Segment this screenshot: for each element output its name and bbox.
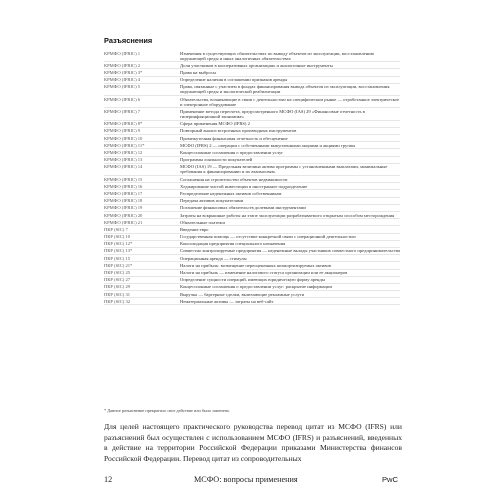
interpretation-code: ПКР (SIC) 12*	[104, 240, 180, 247]
interpretation-code: КРМФО (IFRIC) 13	[104, 156, 180, 163]
interpretation-code: КРМФО (IFRIC) 1	[104, 50, 180, 62]
interpretation-code: КРМФО (IFRIC) 7	[104, 108, 180, 120]
footnote: * Данное разъяснение прекратило свое действие или было заменено.	[104, 408, 231, 413]
interpretation-code: КРМФО (IFRIC) 21	[104, 219, 180, 226]
interpretation-code: ПКР (SIC) 27	[104, 276, 180, 283]
interpretation-title: МСФО (IAS) 19 — Предельная величина актива программы с установленными выплатами, минимальные требования к финансированию и их взаимосвязь	[180, 163, 400, 175]
interpretation-code: КРМФО (IFRIC) 19	[104, 204, 180, 211]
interpretation-code: КРМФО (IFRIC) 16	[104, 183, 180, 190]
interpretation-title: Нематериальные активы — затраты на веб-сайт	[180, 298, 400, 305]
interpretation-title: Изменения в существующих обязательствах по выводу объектов из эксплуатации, восстановлению окружающей среды и иных аналогичных обязательствах	[180, 50, 400, 62]
table-row	[104, 135, 400, 142]
table-row	[104, 269, 400, 276]
interpretation-code: КРМФО (IFRIC) 6	[104, 96, 180, 108]
table-row	[104, 76, 400, 83]
interpretation-title: Обязательства, возникающие в связи с деятельностью на специфическом рынке — отработанное электрическое и электронное оборудование	[180, 96, 400, 107]
interpretation-code: КРМФО (IFRIC) 12	[104, 149, 180, 156]
table-row	[104, 156, 400, 163]
interpretation-title: Передача активов покупателями	[180, 197, 400, 204]
interpretation-code: КРМФО (IFRIC) 8*	[104, 120, 180, 127]
interpretation-title: Сфера применения МСФО (IFRS) 2	[180, 120, 400, 127]
interpretation-code: КРМФО (IFRIC) 17	[104, 190, 180, 197]
interpretation-code: ПКР (SIC) 15	[104, 255, 180, 262]
interpretation-code: КРМФО (IFRIC) 3*	[104, 69, 180, 76]
interpretation-title: Налоги на прибыль: возмещение переоцененных неамортизируемых активов	[180, 262, 400, 269]
interpretation-title: Введение евро	[180, 226, 400, 233]
page-footer	[104, 475, 400, 487]
interpretation-code: КРМФО (IFRIC) 10	[104, 135, 180, 142]
table-row	[104, 127, 400, 134]
interpretation-code: ПКР (SIC) 10	[104, 233, 180, 240]
interpretation-title: Определение сущности операций, имеющих юридическую форму аренды	[180, 276, 400, 283]
table-row	[104, 240, 400, 247]
interpretation-title: Промежуточная финансовая отчетность и обесценение	[180, 135, 400, 142]
table-row	[104, 212, 400, 219]
interpretation-title: Определение наличия в соглашении признаков аренды	[180, 76, 400, 83]
interpretation-title: Применение метода пересчета, предусмотренного МСФО (IAS) 29 «Финансовые отчетность в гиперинфляционной экономике»	[180, 108, 400, 120]
interpretation-code: КРМФО (IFRIC) 9	[104, 127, 180, 134]
table-row	[104, 276, 400, 283]
table-row	[104, 247, 400, 254]
interpretation-code: ПКР (SIC) 29	[104, 283, 180, 290]
interpretation-code: ПКР (SIC) 13*	[104, 247, 180, 254]
page-number: 12	[104, 475, 113, 484]
interpretation-title: Налоги на прибыль — изменение налогового статуса организации или ее акционеров	[180, 269, 400, 276]
table-row	[104, 96, 400, 108]
table-row	[104, 204, 400, 211]
interpretation-code: КРМФО (IFRIC) 18	[104, 197, 180, 204]
interpretation-title: Обязательные платежи	[180, 219, 400, 226]
interpretation-title: Погашение финансовых обязательств долевыми инструментами	[180, 204, 400, 211]
interpretation-title: Концессионные соглашения о предоставлении услуг	[180, 149, 400, 156]
table-row	[104, 190, 400, 197]
interpretation-title: Программы лояльности покупателей	[180, 156, 400, 163]
interpretations-table	[104, 50, 400, 305]
table-row	[104, 62, 400, 69]
interpretation-code: ПКР (SIC) 21*	[104, 262, 180, 269]
interpretation-title: Доли участников в кооперативных организациях и аналогичные инструменты	[180, 62, 400, 69]
interpretation-title: Повторный анализ встроенных производных инструментов	[180, 127, 400, 134]
interpretation-title: Хеджирование чистой инвестиции в иностранное подразделение	[180, 183, 400, 190]
interpretation-code: КРМФО (IFRIC) 4	[104, 76, 180, 83]
section-heading: Разъяснения	[104, 36, 153, 45]
table-row	[104, 69, 400, 76]
table-row	[104, 226, 400, 233]
interpretation-title: МСФО (IFRS) 2 — операции с собственными выкупленными акциями и акциями группы	[180, 142, 400, 149]
table-row	[104, 219, 400, 226]
interpretation-code: КРМФО (IFRIC) 11*	[104, 142, 180, 149]
table-row	[104, 291, 400, 298]
table-row	[104, 176, 400, 183]
interpretation-code: ПКР (SIC) 7	[104, 226, 180, 233]
interpretation-code: КРМФО (IFRIC) 2	[104, 62, 180, 69]
table-row	[104, 283, 400, 290]
interpretation-title: Выручка — бартерные сделки, включающие рекламные услуги	[180, 291, 400, 298]
interpretation-code: КРМФО (IFRIC) 5	[104, 83, 180, 95]
publisher-logo: PwC	[381, 475, 398, 484]
table-row	[104, 183, 400, 190]
interpretation-title: Права, связанные с участием в фондах финансирования вывода объектов из эксплуатации, восстановления окружающей среды и экологической реабилитации	[180, 83, 400, 95]
table-row	[104, 142, 400, 149]
table-row	[104, 149, 400, 156]
table-row	[104, 298, 400, 305]
table-row	[104, 120, 400, 127]
interpretation-title: Операционная аренда — стимулы	[180, 255, 400, 262]
interpretation-title: Права на выбросы	[180, 69, 400, 76]
footer-title: МСФО: вопросы применения	[194, 475, 298, 484]
interpretations-table-body	[104, 50, 400, 305]
table-row	[104, 83, 400, 95]
table-row	[104, 50, 400, 62]
table-row	[104, 262, 400, 269]
body-paragraph: Для целей настоящего практического руководства перевод цитат из МСФО (IFRS) или разъяснений был осуществлен с использованием МСФО (IFRS) и разъяснений, введенных в действие на территории Российской Федерации приказами Министерства финансов Российской Федерации. Перевод цитат из сопроводительных	[104, 422, 402, 463]
interpretation-code: КРМФО (IFRIC) 20	[104, 212, 180, 219]
interpretation-title: Распределение неденежных активов собственникам	[180, 190, 400, 197]
table-row	[104, 197, 400, 204]
interpretation-title: Государственная помощь — отсутствие конкретной связи с операционной деятельностью	[180, 233, 400, 240]
table-row	[104, 233, 400, 240]
interpretation-title: Затраты на вскрышные работы на этапе эксплуатации разрабатываемого открытым способом месторождения	[180, 212, 400, 219]
interpretation-title: Соглашения на строительство объектов недвижимости	[180, 176, 400, 183]
interpretation-code: ПКР (SIC) 25	[104, 269, 180, 276]
interpretation-code: ПКР (SIC) 31	[104, 291, 180, 298]
interpretation-title: Концессионные соглашения о предоставлении услуг: раскрытие информации	[180, 283, 400, 290]
table-row	[104, 163, 400, 175]
interpretation-code: ПКР (SIC) 32	[104, 298, 180, 305]
interpretation-title: Совместно контролируемые предприятия — неденежные вклады участников совместного предпринимательства	[180, 248, 400, 254]
interpretation-code: КРМФО (IFRIC) 15	[104, 176, 180, 183]
table-row	[104, 255, 400, 262]
interpretation-code: КРМФО (IFRIC) 14	[104, 163, 180, 175]
interpretation-title: Консолидация предприятия специального назначения	[180, 240, 400, 247]
table-row	[104, 108, 400, 120]
